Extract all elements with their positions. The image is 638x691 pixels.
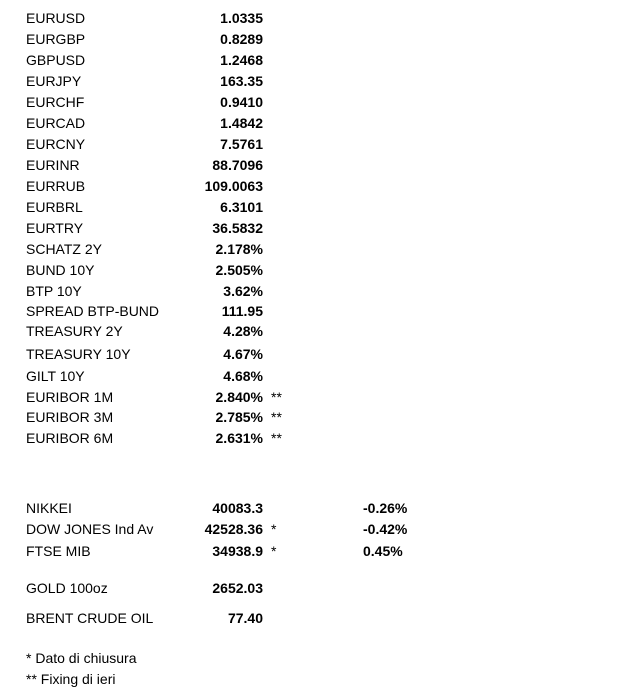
commodity-row-gold: [0, 580, 638, 600]
row-change: -0.42%: [363, 521, 408, 537]
row-label: SCHATZ 2Y: [26, 241, 102, 257]
row-value: 77.40: [227, 610, 263, 626]
row-label: EURUSD: [26, 10, 86, 26]
row-change: -0.26%: [363, 500, 408, 516]
row-label: EURCHF: [26, 94, 85, 110]
row-value: 34938.9: [212, 543, 263, 559]
row-change: 0.45%: [363, 543, 403, 559]
fixing-marker: **: [271, 389, 282, 405]
rate-row-bund-10y: [0, 262, 638, 282]
row-label: EURCNY: [26, 136, 86, 152]
rate-row-spread-btp-bund: [0, 303, 638, 323]
row-value: 111.95: [221, 303, 263, 319]
row-value: 2.785%: [215, 409, 263, 425]
row-label: TREASURY 10Y: [26, 346, 131, 362]
index-row-dow-jones: [0, 521, 638, 541]
fx-row-eurjpy: [0, 73, 638, 93]
row-label: BTP 10Y: [26, 283, 82, 299]
rate-row-gilt-10y: [0, 368, 638, 388]
row-value: 6.3101: [220, 199, 263, 215]
row-label: GBPUSD: [26, 52, 86, 68]
fx-row-eurgbp: [0, 31, 638, 51]
fx-row-eurchf: [0, 94, 638, 114]
row-label: EURIBOR 1M: [26, 389, 114, 405]
row-label: TREASURY 2Y: [26, 323, 123, 339]
row-label: GILT 10Y: [26, 368, 85, 384]
fx-row-gbpusd: [0, 52, 638, 72]
row-label: EURRUB: [26, 178, 86, 194]
fx-row-eurcad: [0, 115, 638, 135]
footnote-closing: * Dato di chiusura: [26, 650, 137, 666]
row-value: 7.5761: [220, 136, 263, 152]
row-value: 109.0063: [204, 178, 263, 194]
row-label: FTSE MIB: [26, 543, 91, 559]
row-label: NIKKEI: [26, 500, 72, 516]
rate-row-euribor-6m: [0, 430, 638, 450]
row-value: 0.8289: [220, 31, 263, 47]
row-label: SPREAD BTP-BUND: [26, 303, 160, 319]
row-label: EURBRL: [26, 199, 83, 215]
fixing-marker: **: [271, 409, 282, 425]
fx-row-eurinr: [0, 157, 638, 177]
commodity-row-brent: [0, 610, 638, 630]
row-value: 2652.03: [212, 580, 263, 596]
row-value: 0.9410: [220, 94, 263, 110]
row-value: 1.4842: [220, 115, 263, 131]
footnote-fixing: ** Fixing di ieri: [26, 671, 116, 687]
index-row-ftse-mib: [0, 543, 638, 563]
row-label: BRENT CRUDE OIL: [26, 610, 154, 626]
row-value: 3.62%: [223, 283, 263, 299]
row-value: 42528.36: [204, 521, 263, 537]
row-value: 163.35: [220, 73, 263, 89]
row-label: EURJPY: [26, 73, 82, 89]
fx-row-eurbrl: [0, 199, 638, 219]
row-value: 2.840%: [215, 389, 263, 405]
row-value: 2.505%: [215, 262, 263, 278]
row-value: 40083.3: [212, 500, 263, 516]
row-value: 2.178%: [215, 241, 263, 257]
row-label: DOW JONES Ind Av: [26, 521, 154, 537]
row-label: EURCAD: [26, 115, 86, 131]
fx-row-eurtry: [0, 220, 638, 240]
row-label: EURIBOR 6M: [26, 430, 114, 446]
rate-row-euribor-3m: [0, 409, 638, 429]
closing-marker: *: [271, 521, 277, 537]
row-value: 88.7096: [212, 157, 263, 173]
row-value: 4.67%: [223, 346, 263, 362]
row-label: GOLD 100oz: [26, 580, 108, 596]
rate-row-schatz-2y: [0, 241, 638, 261]
row-value: 2.631%: [215, 430, 263, 446]
rate-row-btp-10y: [0, 283, 638, 303]
fx-row-eurcny: [0, 136, 638, 156]
row-label: EURTRY: [26, 220, 84, 236]
rate-row-treasury-10y: [0, 346, 638, 366]
row-value: 36.5832: [212, 220, 263, 236]
closing-marker: *: [271, 543, 277, 559]
row-label: BUND 10Y: [26, 262, 95, 278]
row-value: 4.68%: [223, 368, 263, 384]
fixing-marker: **: [271, 430, 282, 446]
row-value: 1.0335: [220, 10, 263, 26]
row-label: EURGBP: [26, 31, 86, 47]
rate-row-treasury-2y: [0, 323, 638, 343]
row-label: EURINR: [26, 157, 80, 173]
rate-row-euribor-1m: [0, 389, 638, 409]
row-value: 4.28%: [223, 323, 263, 339]
row-label: EURIBOR 3M: [26, 409, 114, 425]
row-value: 1.2468: [220, 52, 263, 68]
fx-row-eurrub: [0, 178, 638, 198]
index-row-nikkei: [0, 500, 638, 520]
fx-row-eurusd: [0, 10, 638, 30]
